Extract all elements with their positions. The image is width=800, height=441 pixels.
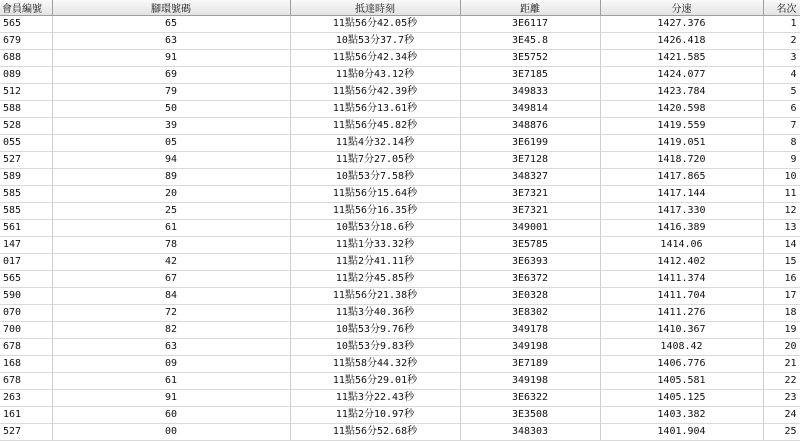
cell-speed: 1411.276: [600, 305, 763, 322]
table-row[interactable]: [0, 254, 800, 271]
table-row[interactable]: [0, 407, 800, 424]
cell-arrival-time: 11點7分27.05秒: [290, 152, 460, 169]
cell-speed: 1418.720: [600, 152, 763, 169]
table-row[interactable]: [0, 237, 800, 254]
cell-speed: 1423.784: [600, 84, 763, 101]
cell-rank: 25: [763, 424, 800, 441]
cell-speed: 1408.42: [600, 339, 763, 356]
cell-speed: 1410.367: [600, 322, 763, 339]
cell-distance: 3E6372: [460, 271, 600, 288]
cell-member-id: 679: [0, 33, 52, 50]
cell-arrival-time: 11點56分42.05秒: [290, 16, 460, 33]
cell-member-id: 055: [0, 135, 52, 152]
cell-ring-number: 61: [52, 373, 290, 390]
table-row[interactable]: [0, 152, 800, 169]
cell-ring-number: 91: [52, 390, 290, 407]
cell-member-id: 565: [0, 16, 52, 33]
cell-speed: 1419.559: [600, 118, 763, 135]
cell-ring-number: 67: [52, 271, 290, 288]
table-row[interactable]: [0, 118, 800, 135]
cell-ring-number: 00: [52, 424, 290, 441]
cell-distance: 3E6322: [460, 390, 600, 407]
cell-speed: 1419.051: [600, 135, 763, 152]
cell-ring-number: 72: [52, 305, 290, 322]
table-row[interactable]: [0, 322, 800, 339]
cell-rank: 8: [763, 135, 800, 152]
cell-speed: 1411.374: [600, 271, 763, 288]
cell-ring-number: 94: [52, 152, 290, 169]
cell-ring-number: 25: [52, 203, 290, 220]
cell-member-id: 678: [0, 373, 52, 390]
cell-arrival-time: 11點58分44.32秒: [290, 356, 460, 373]
cell-ring-number: 20: [52, 186, 290, 203]
column-header-arrival-time[interactable]: 抵達時刻: [290, 0, 460, 16]
table-row[interactable]: [0, 356, 800, 373]
cell-speed: 1426.418: [600, 33, 763, 50]
cell-arrival-time: 11點1分33.32秒: [290, 237, 460, 254]
cell-rank: 24: [763, 407, 800, 424]
cell-member-id: 089: [0, 67, 52, 84]
cell-member-id: 585: [0, 203, 52, 220]
cell-speed: 1405.581: [600, 373, 763, 390]
cell-member-id: 263: [0, 390, 52, 407]
cell-member-id: 561: [0, 220, 52, 237]
cell-speed: 1406.776: [600, 356, 763, 373]
cell-arrival-time: 11點2分41.11秒: [290, 254, 460, 271]
cell-arrival-time: 10點53分9.83秒: [290, 339, 460, 356]
cell-ring-number: 82: [52, 322, 290, 339]
cell-ring-number: 05: [52, 135, 290, 152]
cell-distance: 3E7185: [460, 67, 600, 84]
cell-speed: 1401.904: [600, 424, 763, 441]
cell-ring-number: 89: [52, 169, 290, 186]
cell-ring-number: 63: [52, 33, 290, 50]
cell-arrival-time: 11點2分10.97秒: [290, 407, 460, 424]
cell-distance: 3E3508: [460, 407, 600, 424]
cell-rank: 3: [763, 50, 800, 67]
cell-rank: 5: [763, 84, 800, 101]
cell-member-id: 527: [0, 424, 52, 441]
cell-speed: 1417.330: [600, 203, 763, 220]
cell-member-id: 688: [0, 50, 52, 67]
cell-distance: 348876: [460, 118, 600, 135]
cell-rank: 15: [763, 254, 800, 271]
cell-arrival-time: 10點53分18.6秒: [290, 220, 460, 237]
column-header-speed[interactable]: 分速: [600, 0, 763, 16]
cell-speed: 1417.144: [600, 186, 763, 203]
cell-rank: 22: [763, 373, 800, 390]
table-row[interactable]: [0, 424, 800, 441]
cell-distance: 349178: [460, 322, 600, 339]
cell-distance: 3E6393: [460, 254, 600, 271]
cell-arrival-time: 11點56分16.35秒: [290, 203, 460, 220]
cell-ring-number: 39: [52, 118, 290, 135]
cell-arrival-time: 11點56分52.68秒: [290, 424, 460, 441]
cell-rank: 7: [763, 118, 800, 135]
cell-ring-number: 78: [52, 237, 290, 254]
column-header-rank[interactable]: 名次: [763, 0, 800, 16]
cell-distance: 349198: [460, 339, 600, 356]
table-row[interactable]: [0, 186, 800, 203]
cell-ring-number: 63: [52, 339, 290, 356]
cell-arrival-time: 11點3分22.43秒: [290, 390, 460, 407]
cell-rank: 12: [763, 203, 800, 220]
cell-speed: 1403.382: [600, 407, 763, 424]
cell-ring-number: 61: [52, 220, 290, 237]
cell-rank: 4: [763, 67, 800, 84]
table-row[interactable]: [0, 101, 800, 118]
cell-ring-number: 60: [52, 407, 290, 424]
table-row[interactable]: [0, 50, 800, 67]
cell-distance: 3E0328: [460, 288, 600, 305]
cell-ring-number: 42: [52, 254, 290, 271]
cell-arrival-time: 11點56分42.39秒: [290, 84, 460, 101]
cell-rank: 2: [763, 33, 800, 50]
cell-member-id: 161: [0, 407, 52, 424]
cell-member-id: 585: [0, 186, 52, 203]
table-row[interactable]: [0, 271, 800, 288]
cell-speed: 1405.125: [600, 390, 763, 407]
cell-distance: 348327: [460, 169, 600, 186]
cell-ring-number: 65: [52, 16, 290, 33]
cell-speed: 1412.402: [600, 254, 763, 271]
cell-distance: 3E45.8: [460, 33, 600, 50]
cell-arrival-time: 11點3分40.36秒: [290, 305, 460, 322]
cell-arrival-time: 11點56分42.34秒: [290, 50, 460, 67]
cell-rank: 20: [763, 339, 800, 356]
cell-speed: 1420.598: [600, 101, 763, 118]
cell-distance: 3E7321: [460, 203, 600, 220]
cell-ring-number: 79: [52, 84, 290, 101]
cell-rank: 9: [763, 152, 800, 169]
table-row[interactable]: [0, 373, 800, 390]
cell-rank: 21: [763, 356, 800, 373]
column-header-ring-number[interactable]: 腳環號碼: [52, 0, 290, 16]
header-row: [0, 0, 800, 16]
cell-rank: 16: [763, 271, 800, 288]
cell-distance: 349001: [460, 220, 600, 237]
table-row[interactable]: [0, 390, 800, 407]
cell-member-id: 589: [0, 169, 52, 186]
cell-distance: 3E5785: [460, 237, 600, 254]
cell-speed: 1416.389: [600, 220, 763, 237]
cell-distance: 3E6117: [460, 16, 600, 33]
table-row[interactable]: [0, 16, 800, 33]
cell-rank: 17: [763, 288, 800, 305]
cell-member-id: 527: [0, 152, 52, 169]
cell-rank: 19: [763, 322, 800, 339]
cell-rank: 23: [763, 390, 800, 407]
cell-member-id: 528: [0, 118, 52, 135]
cell-distance: 3E7321: [460, 186, 600, 203]
cell-ring-number: 91: [52, 50, 290, 67]
cell-rank: 18: [763, 305, 800, 322]
cell-arrival-time: 11點56分13.61秒: [290, 101, 460, 118]
table-row[interactable]: [0, 169, 800, 186]
cell-distance: 348303: [460, 424, 600, 441]
cell-rank: 6: [763, 101, 800, 118]
cell-distance: 349814: [460, 101, 600, 118]
table-row[interactable]: [0, 220, 800, 237]
cell-member-id: 070: [0, 305, 52, 322]
cell-rank: 14: [763, 237, 800, 254]
cell-distance: 3E8302: [460, 305, 600, 322]
table-row[interactable]: [0, 203, 800, 220]
cell-distance: 3E7189: [460, 356, 600, 373]
cell-rank: 1: [763, 16, 800, 33]
cell-member-id: 678: [0, 339, 52, 356]
cell-member-id: 017: [0, 254, 52, 271]
cell-arrival-time: 10點53分37.7秒: [290, 33, 460, 50]
cell-member-id: 168: [0, 356, 52, 373]
cell-speed: 1414.06: [600, 237, 763, 254]
cell-distance: 3E5752: [460, 50, 600, 67]
table-row[interactable]: [0, 339, 800, 356]
cell-member-id: 147: [0, 237, 52, 254]
cell-arrival-time: 11點4分32.14秒: [290, 135, 460, 152]
cell-rank: 11: [763, 186, 800, 203]
cell-distance: 3E7128: [460, 152, 600, 169]
cell-distance: 3E6199: [460, 135, 600, 152]
cell-speed: 1417.865: [600, 169, 763, 186]
column-header-member-id[interactable]: 會員編號: [0, 0, 52, 16]
cell-ring-number: 09: [52, 356, 290, 373]
cell-member-id: 512: [0, 84, 52, 101]
cell-arrival-time: 11點56分45.82秒: [290, 118, 460, 135]
cell-speed: 1421.585: [600, 50, 763, 67]
cell-speed: 1427.376: [600, 16, 763, 33]
cell-rank: 10: [763, 169, 800, 186]
cell-speed: 1411.704: [600, 288, 763, 305]
table-row[interactable]: [0, 135, 800, 152]
cell-arrival-time: 11點56分15.64秒: [290, 186, 460, 203]
cell-ring-number: 50: [52, 101, 290, 118]
cell-ring-number: 69: [52, 67, 290, 84]
cell-member-id: 590: [0, 288, 52, 305]
table-row[interactable]: [0, 33, 800, 50]
column-header-distance[interactable]: 距離: [460, 0, 600, 16]
cell-arrival-time: 11點0分43.12秒: [290, 67, 460, 84]
cell-arrival-time: 10點53分7.58秒: [290, 169, 460, 186]
cell-arrival-time: 10點53分9.76秒: [290, 322, 460, 339]
cell-member-id: 700: [0, 322, 52, 339]
table-row[interactable]: [0, 67, 800, 84]
cell-member-id: 565: [0, 271, 52, 288]
table-row[interactable]: [0, 305, 800, 322]
cell-distance: 349833: [460, 84, 600, 101]
cell-member-id: 588: [0, 101, 52, 118]
cell-speed: 1424.077: [600, 67, 763, 84]
cell-rank: 13: [763, 220, 800, 237]
cell-ring-number: 84: [52, 288, 290, 305]
cell-arrival-time: 11點2分45.85秒: [290, 271, 460, 288]
cell-arrival-time: 11點56分29.01秒: [290, 373, 460, 390]
cell-distance: 349198: [460, 373, 600, 390]
cell-arrival-time: 11點56分21.38秒: [290, 288, 460, 305]
table-row[interactable]: [0, 84, 800, 101]
table-row[interactable]: [0, 288, 800, 305]
